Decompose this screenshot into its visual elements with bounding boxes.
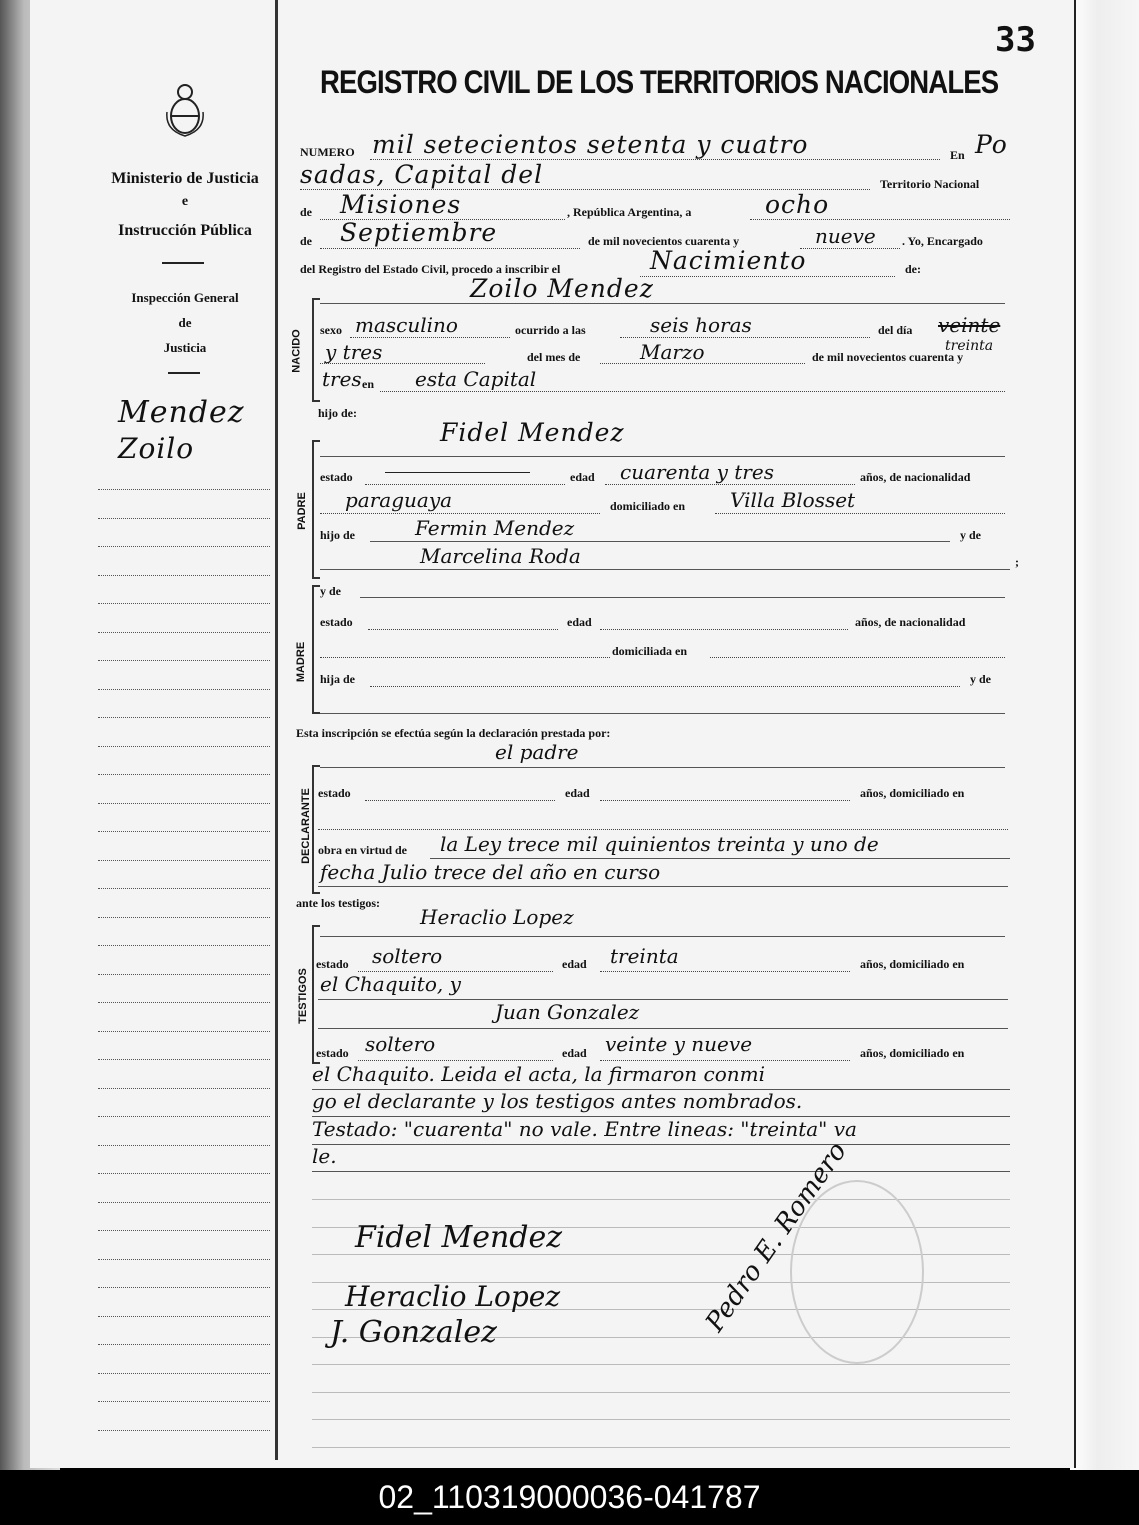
margin-rule — [98, 802, 270, 804]
margin-rule — [98, 688, 270, 690]
margin-rule — [98, 488, 270, 490]
witness2-estado-line — [358, 1059, 553, 1061]
padre-estado-dash — [385, 471, 530, 473]
yo-label: . Yo, Encargado — [902, 234, 983, 248]
margin-rule — [98, 1400, 270, 1402]
margin-rule — [98, 1343, 270, 1345]
act-type-value: Nacimiento — [650, 246, 807, 275]
margin-rule — [98, 1429, 270, 1431]
grandmother-line — [320, 568, 1010, 570]
margin-rule — [98, 1229, 270, 1231]
sexo-label: sexo — [320, 323, 342, 337]
day-value-cont: y tres — [325, 340, 383, 364]
declarante-edad-line — [600, 799, 850, 801]
madre-y-de-label-2: y de — [970, 672, 991, 686]
ministry-line-2: e — [181, 194, 189, 209]
witness1-domicile: el Chaquito, y — [320, 972, 461, 996]
testigos-intro: ante los testigos: — [296, 896, 380, 910]
declarante-label: DECLARANTE — [299, 788, 312, 864]
padre-estado-label: estado — [320, 470, 353, 484]
day-line — [320, 362, 485, 364]
padre-nationality: paraguaya — [345, 488, 453, 512]
closing-text-3: Testado: "cuarenta" no vale. Entre lineas: "treinta" va — [312, 1117, 857, 1141]
padre-anos-label: años, de nacionalidad — [860, 470, 971, 484]
closing-line-4 — [312, 1170, 1010, 1172]
margin-rule — [98, 1315, 270, 1317]
margin-rule — [98, 916, 270, 918]
witness1-name: Heraclio Lopez — [420, 905, 574, 929]
en-label: En — [950, 148, 965, 162]
declarante-anos-label: años, domiciliado en — [860, 786, 965, 800]
inspection-line-2: de — [178, 315, 192, 330]
padre-domiciliado-label: domiciliado en — [610, 499, 686, 513]
madre-y-de-label: y de — [320, 584, 341, 598]
birth-year-label: de mil novecientos cuarenta y — [812, 350, 964, 364]
padre-estado-line — [365, 483, 565, 485]
margin-rule — [98, 1058, 270, 1060]
page-number: 33 — [995, 20, 1036, 60]
margin-rule — [98, 1201, 270, 1203]
witness2-estado-label: estado — [316, 1046, 349, 1060]
day-value-struck: veinte — [938, 313, 1001, 337]
madre-parent-line — [370, 685, 960, 687]
margin-rule — [98, 1087, 270, 1089]
en-label-2: en — [362, 377, 374, 391]
year-value: nueve — [815, 224, 876, 248]
declarante-estado-line — [365, 799, 555, 801]
witness2-name: Juan Gonzalez — [495, 1000, 640, 1024]
margin-rule — [98, 859, 270, 861]
madre-domicile-line — [710, 656, 1005, 658]
declarante-domicile-line — [318, 828, 1008, 830]
witness1-line — [320, 935, 1005, 937]
witness2-line — [318, 1027, 1008, 1029]
signature-registrar: Pedro E. Romero — [700, 1136, 853, 1338]
hour-value: seis horas — [650, 313, 752, 337]
grandfather-line — [370, 540, 950, 542]
ministry-line-1: Ministerio de Justicia — [111, 170, 259, 187]
madre-bracket — [312, 585, 320, 714]
margin-rule — [98, 973, 270, 975]
margin-rule — [98, 1144, 270, 1146]
padre-domicile-line — [715, 512, 1005, 514]
grandfather-name: Fermin Mendez — [415, 516, 575, 540]
sexo-value: masculino — [355, 313, 458, 337]
witness2-anos-label: años, domiciliado en — [860, 1046, 965, 1060]
obra-label: obra en virtud de — [318, 843, 408, 857]
margin-rule — [98, 1115, 270, 1117]
padre-domicile: Villa Blosset — [730, 488, 856, 512]
numero-label: NUMERO — [300, 145, 355, 159]
padre-edad-value: cuarenta y tres — [620, 460, 774, 484]
nacido-bracket — [312, 298, 320, 402]
margin-rule — [98, 1372, 270, 1374]
del-mes-label: del mes de — [527, 350, 581, 364]
birth-place-value: esta Capital — [415, 367, 537, 391]
margin-rule — [98, 745, 270, 747]
madre-estado-line — [368, 628, 558, 630]
day-value: ocho — [765, 190, 830, 219]
padre-semicolon: ; — [1015, 555, 1019, 569]
padre-edad-label: edad — [570, 470, 595, 484]
page-rule — [312, 1198, 1010, 1200]
witness2-edad-line — [600, 1059, 850, 1061]
birth-year-value: tres — [322, 367, 362, 391]
madre-hija-de-label: hija de — [320, 672, 356, 686]
margin-rule — [98, 1258, 270, 1260]
padre-y-de-label: y de — [960, 528, 981, 542]
declarant-value: el padre — [495, 740, 579, 764]
madre-edad-label: edad — [567, 615, 592, 629]
witness1-edad-line — [600, 970, 850, 972]
margin-rule — [98, 830, 270, 832]
margin-rule — [98, 887, 270, 889]
registry-title: REGISTRO CIVIL DE LOS TERRITORIOS NACIONALES — [320, 64, 999, 100]
madre-anos-label: años, de nacionalidad — [855, 615, 966, 629]
page-rule — [312, 1446, 1010, 1448]
madre-label: MADRE — [295, 641, 308, 683]
margin-given-name: Zoilo — [118, 432, 195, 465]
hijo-label: hijo de: — [318, 406, 357, 420]
image-reference-code: 02_110319000036-041787 — [0, 1470, 1139, 1525]
margin-rule — [98, 545, 270, 547]
place-part-2: sadas, Capital del — [300, 160, 544, 189]
madre-name-line — [360, 596, 1005, 598]
territorio-label: Territorio Nacional — [880, 177, 980, 191]
witness1-anos-label: años, domiciliado en — [860, 957, 965, 971]
margin-rule — [98, 1001, 270, 1003]
margin-rule — [98, 716, 270, 718]
law-value-1: la Ley trece mil quinientos treinta y uno de — [440, 832, 879, 856]
closing-text-1: el Chaquito. Leida el acta, la firmaron conmi — [312, 1062, 765, 1086]
page-rule — [312, 1418, 1010, 1420]
testigos-label: TESTIGOS — [296, 968, 309, 1024]
de-colon-label: de: — [905, 262, 921, 276]
madre-edad-line — [600, 628, 848, 630]
day-correction: treinta — [945, 338, 994, 354]
madre-domiciliada-label: domiciliada en — [612, 644, 688, 658]
madre-estado-label: estado — [320, 615, 353, 629]
page-rule — [312, 1391, 1010, 1393]
nationality-line — [320, 512, 600, 514]
law-line-1 — [430, 857, 1010, 859]
numero-value: mil setecientos setenta y cuatro — [372, 130, 809, 159]
grandmother-name: Marcelina Roda — [420, 544, 581, 568]
law-value-2: fecha Julio trece del año en curso — [320, 860, 661, 884]
father-name-line — [320, 455, 1005, 457]
declarant-line — [320, 766, 1005, 768]
signature-witness2: J. Gonzalez — [330, 1315, 497, 1350]
del-dia-label: del día — [878, 323, 913, 337]
declarante-edad-label: edad — [565, 786, 590, 800]
de-label: de — [300, 205, 312, 219]
margin-rule — [98, 602, 270, 604]
witness1-estado-label: estado — [316, 957, 349, 971]
margin-rule — [98, 631, 270, 633]
closing-line-3 — [312, 1143, 1010, 1145]
birth-month-value: Marzo — [640, 340, 705, 364]
madre-nationality-line — [320, 656, 610, 658]
declaracion-intro: Esta inscripción se efectúa según la declaración prestada por: — [296, 726, 611, 740]
divider — [168, 372, 200, 374]
place-part-1: Po — [975, 130, 1008, 159]
padre-bracket — [312, 440, 320, 579]
page-rule — [312, 1363, 1010, 1365]
testigos-bracket — [312, 925, 320, 1064]
inspection-line-3: Justicia — [163, 340, 207, 355]
coat-of-arms-icon — [165, 82, 205, 137]
act-line — [640, 275, 895, 277]
margin-rule — [98, 944, 270, 946]
margin-rule — [98, 1286, 270, 1288]
witness2-estado: soltero — [365, 1032, 436, 1056]
madre-parent-line-2 — [320, 712, 1005, 714]
witness2-edad-label: edad — [562, 1046, 587, 1060]
margin-rule — [98, 517, 270, 519]
month-value: Septiembre — [340, 218, 498, 247]
child-name-line — [320, 302, 1005, 304]
margin-rule — [98, 1030, 270, 1032]
declarante-estado-label: estado — [318, 786, 351, 800]
margin-rule — [98, 659, 270, 661]
margin-rule — [98, 1172, 270, 1174]
de-label-2: de — [300, 234, 312, 248]
child-name: Zoilo Mendez — [470, 274, 654, 303]
father-name: Fidel Mendez — [440, 418, 625, 447]
right-background — [1070, 0, 1139, 1470]
ocurrido-label: ocurrido a las — [515, 323, 586, 337]
territory-value: Misiones — [340, 190, 462, 219]
divider — [162, 262, 204, 264]
witness1-edad: treinta — [610, 944, 679, 968]
margin-rule — [98, 574, 270, 576]
witness1-edad-label: edad — [562, 957, 587, 971]
witness1-domicile-line — [318, 998, 1008, 1000]
witness2-edad: veinte y nueve — [605, 1032, 753, 1056]
padre-label: PADRE — [295, 492, 308, 530]
margin-rule — [98, 773, 270, 775]
ministry-line-3: Instrucción Pública — [118, 222, 252, 239]
republica-label: , República Argentina, a — [567, 205, 692, 219]
margin-surname: Mendez — [118, 395, 245, 430]
registro-label: del Registro del Estado Civil, procedo a inscribir el — [300, 262, 561, 276]
year-label: de mil novecientos cuarenta y — [588, 234, 740, 248]
padre-hijo-de-label: hijo de — [320, 528, 356, 542]
inspection-line-1: Inspección General — [131, 290, 239, 305]
signature-witness1: Heraclio Lopez — [345, 1280, 561, 1313]
signature-father: Fidel Mendez — [355, 1220, 563, 1255]
nacido-label: NACIDO — [290, 329, 303, 373]
closing-text-2: go el declarante y los testigos antes nombrados. — [312, 1089, 803, 1113]
closing-text-4: le. — [312, 1144, 337, 1168]
month-line — [320, 247, 580, 249]
law-line-2 — [318, 885, 1008, 887]
witness1-estado: soltero — [372, 944, 443, 968]
page-divider — [275, 0, 278, 1460]
